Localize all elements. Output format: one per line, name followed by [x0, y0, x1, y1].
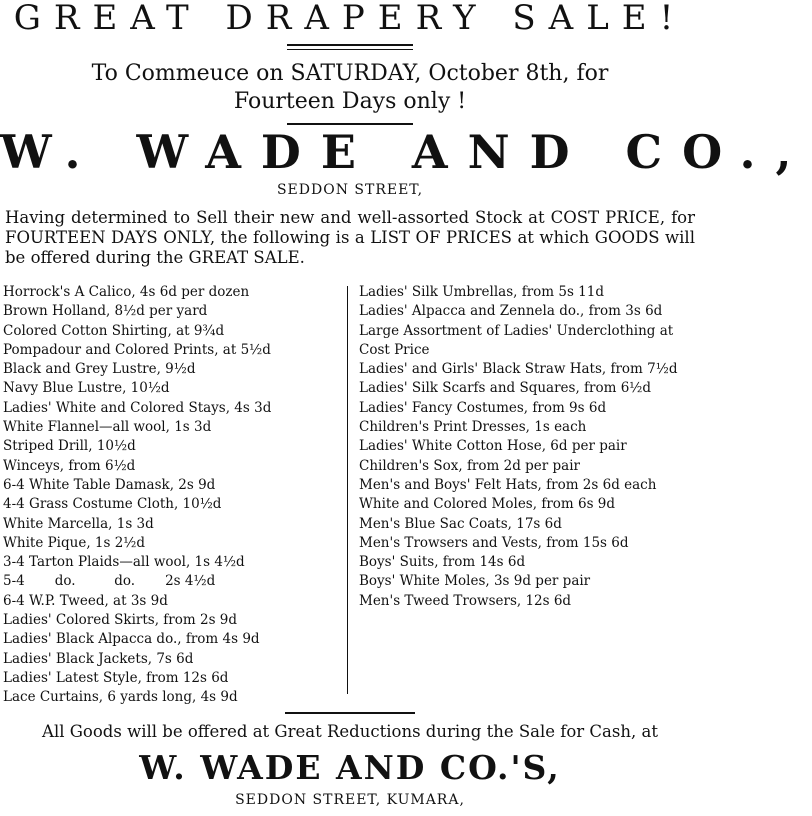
price-list-right — [359, 283, 697, 611]
list-item: Men's and Boys' Felt Hats, from 2s 6d each — [359, 476, 657, 493]
list-item: Ladies' Silk Umbrellas, from 5s 11d — [359, 284, 605, 300]
intro-paragraph: Having determined to Sell their new and well-assorted Stock at COST PRICE, for FOURTEEN DAYS ONLY, the following is a LIST OF PRICES at which GOODS will be offered during the GREAT SALE. — [5, 208, 695, 267]
list-item: Boys' Suits, from 14s 6d — [359, 554, 526, 571]
list-item: Brown Holland, 8½d per yard — [3, 303, 208, 320]
firm-name: W. WADE AND CO., — [0, 125, 812, 179]
street-line: SEDDON STREET, — [276, 182, 424, 198]
rule-under-headline-thin — [287, 49, 413, 50]
list-item: White Pique, 1s 2½d — [3, 534, 146, 551]
list-item: Ladies' Black Alpacca do., from 4s 9d — [3, 631, 260, 648]
footer-firm-name: W. WADE AND CO.'S, — [139, 748, 561, 787]
list-item: Winceys, from 6½d — [3, 457, 136, 474]
headline: GREAT DRAPERY SALE! — [13, 0, 687, 38]
list-item: Ladies' White Cotton Hose, 6d per pair — [359, 438, 627, 455]
list-item: 5-4 do. do. 2s 4½d — [3, 573, 216, 590]
list-item: Horrock's A Calico, 4s 6d per dozen — [3, 284, 250, 300]
list-item: Men's Blue Sac Coats, 17s 6d — [359, 515, 562, 532]
list-item: 6-4 White Table Damask, 2s 9d — [3, 476, 216, 493]
rule-above-footer — [285, 712, 415, 714]
footer-line: All Goods will be offered at Great Reductions during the Sale for Cash, at — [42, 722, 658, 741]
list-item: Ladies' Alpacca and Zennela do., from 3s 6d — [359, 303, 663, 320]
list-item: White Marcella, 1s 3d — [3, 515, 154, 532]
list-item: Ladies' Latest Style, from 12s 6d — [3, 669, 229, 686]
list-item: Ladies' White and Colored Stays, 4s 3d — [3, 399, 272, 416]
list-item: Men's Tweed Trowsers, 12s 6d — [359, 592, 572, 609]
list-item: Children's Print Dresses, 1s each — [359, 419, 587, 436]
list-item: Ladies' Black Jackets, 7s 6d — [3, 650, 194, 667]
price-list-left — [3, 283, 341, 708]
list-item: 3-4 Tarton Plaids—all wool, 1s 4½d — [3, 554, 245, 571]
list-item: Children's Sox, from 2d per pair — [359, 457, 580, 474]
list-item: Men's Trowsers and Vests, from 15s 6d — [359, 534, 629, 551]
rule-under-headline — [287, 44, 413, 46]
list-item: Pompadour and Colored Prints, at 5½d — [3, 341, 271, 358]
list-item: Ladies' Silk Scarfs and Squares, from 6½d — [359, 380, 652, 397]
column-divider — [347, 286, 348, 694]
list-item: Ladies' Colored Skirts, from 2s 9d — [3, 612, 238, 629]
list-item: Ladies' and Girls' Black Straw Hats, from 7½d — [359, 361, 678, 378]
list-item: Large Assortment of Ladies' Underclothing at Cost Price — [359, 322, 674, 358]
list-item: Navy Blue Lustre, 10½d — [3, 380, 170, 397]
list-item: Colored Cotton Shirting, at 9¾d — [3, 322, 225, 339]
list-item: Striped Drill, 10½d — [3, 438, 136, 455]
list-item: Lace Curtains, 6 yards long, 4s 9d — [3, 689, 238, 706]
commence-line-2: Fourteen Days only ! — [233, 89, 467, 114]
list-item: Ladies' Fancy Costumes, from 9s 6d — [359, 399, 607, 416]
footer-street-line: SEDDON STREET, KUMARA, — [235, 792, 465, 808]
list-item: White and Colored Moles, from 6s 9d — [359, 496, 616, 513]
list-item: White Flannel—all wool, 1s 3d — [3, 419, 212, 436]
list-item: Boys' White Moles, 3s 9d per pair — [359, 573, 591, 590]
commence-line-1: To Commeuce on SATURDAY, October 8th, for — [91, 61, 609, 86]
list-item: Black and Grey Lustre, 9½d — [3, 361, 196, 378]
list-item: 4-4 Grass Costume Cloth, 10½d — [3, 496, 222, 513]
list-item: 6-4 W.P. Tweed, at 3s 9d — [3, 592, 168, 609]
